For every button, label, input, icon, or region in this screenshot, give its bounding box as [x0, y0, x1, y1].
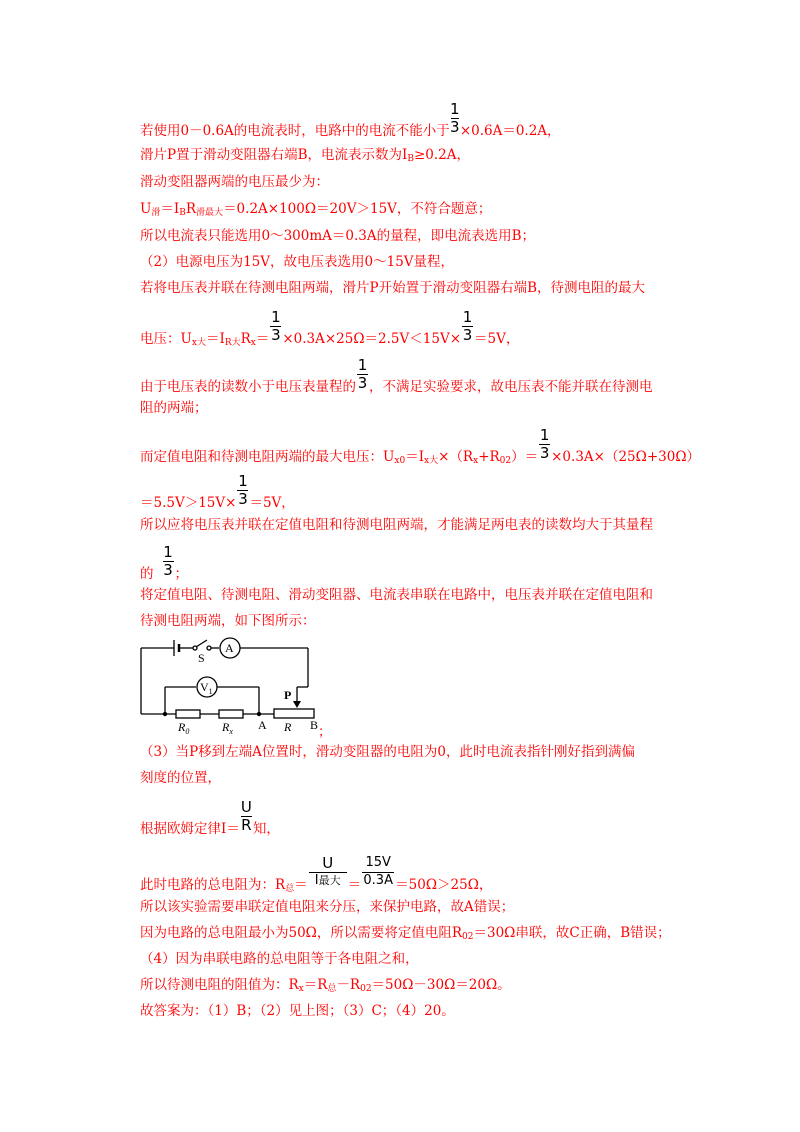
text: R — [240, 331, 251, 347]
text: 而定值电阻和待测电阻两端的最大电压：U — [140, 449, 395, 465]
subscript: 总 — [327, 984, 337, 994]
denominator: 0.3A — [363, 873, 393, 888]
numerator: 1 — [163, 543, 173, 561]
text: 若使用0－0.6A的电流表时，电路中的电流不能小于 — [140, 123, 450, 139]
rheostat — [274, 709, 314, 718]
line-6: （2）电源电压为15V，故电压表选用0～15V量程， — [140, 254, 455, 270]
text: ＝50Ω＞25Ω， — [395, 877, 493, 893]
text: ）＝ — [511, 449, 539, 465]
subscript: 02 — [499, 456, 512, 466]
text: ×（R — [438, 449, 474, 465]
line-20 — [140, 798, 280, 837]
line-22: 所以该实验需要串联定值电阻来分压，来保护电路，故A错误； — [140, 899, 515, 915]
subscript: 02 — [360, 984, 372, 994]
numerator: 1 — [462, 308, 473, 326]
line-8 — [140, 308, 520, 351]
numerator: U — [240, 798, 252, 816]
text: ＝I — [205, 331, 225, 347]
line-15: 将定值电阻、待测电阻、滑动变阻器、电流表串联在电路中，电压表并联在定值电阻和 — [140, 587, 653, 603]
fraction-one-third — [356, 356, 369, 392]
text: ＝5.5V＞15V× — [140, 495, 237, 511]
den-subscript: 最大 — [318, 874, 341, 887]
text: 电压：U — [140, 331, 192, 347]
text: ×0.6A＝0.2A， — [459, 123, 561, 139]
rheostat-label: R — [284, 720, 292, 734]
text: 由于电压表的读数小于电压表量程的 — [140, 379, 356, 395]
denominator: 3 — [357, 374, 368, 392]
slider-arrow — [293, 701, 301, 708]
line-1 — [140, 100, 561, 139]
text: 此时电路的总电阻为：R — [140, 877, 286, 893]
subscript: x大 — [424, 456, 439, 466]
numerator: 15V — [365, 855, 391, 870]
text: ＝R — [303, 977, 328, 993]
fraction-value — [361, 855, 395, 889]
numerator: 1 — [450, 100, 460, 118]
switch-contact — [207, 646, 211, 650]
line-19: 刻度的位置， — [140, 770, 221, 786]
text: U — [140, 201, 152, 217]
text: ＝50Ω－30Ω＝20Ω。 — [371, 977, 511, 993]
denominator: 3 — [163, 561, 173, 579]
subscript: 滑最大 — [196, 208, 224, 218]
ammeter-label: A — [225, 641, 234, 655]
numerator: 1 — [539, 426, 550, 444]
fraction-one-third — [269, 308, 282, 344]
line-4 — [140, 201, 491, 221]
subscript: R大 — [224, 338, 241, 348]
numerator: U — [322, 854, 334, 872]
subscript: x — [250, 338, 256, 348]
text: ≥0.2A， — [413, 147, 470, 163]
fraction-one-third — [538, 426, 551, 462]
voltmeter-label: $V_1$ — [200, 680, 213, 696]
numerator: 1 — [271, 308, 281, 326]
rx-label: $R_x$ — [222, 720, 233, 736]
end-b-label: B — [310, 718, 319, 732]
fraction-u-over-i-max — [308, 854, 348, 889]
line-13: 所以应将电压表并联在定值电阻和待测电阻两端，才能满足两电表的读数均大于其量程 — [140, 517, 653, 533]
junction-dot — [257, 712, 261, 716]
text: 因为电路的总电阻最小为50Ω，所以需要将定值电阻R — [140, 925, 463, 941]
numerator: 1 — [238, 472, 248, 490]
line-16: 待测电阻两端，如下图所示： — [140, 613, 316, 629]
line-14 — [140, 543, 188, 582]
denominator: R — [241, 816, 252, 834]
den-symbol: I — [314, 873, 319, 888]
line-26: 故答案为：（1）B；（2）见上图；（3）C；（4）20。 — [140, 1003, 455, 1019]
fraction-one-third — [162, 543, 175, 579]
circuit-diagram — [134, 632, 324, 736]
denominator: 3 — [238, 490, 248, 508]
line-10: 阻的两端； — [140, 400, 208, 416]
line-7: 若将电压表并联在待测电阻两端，滑片P开始置于滑动变阻器右端B，待测电阻的最大 — [140, 280, 646, 296]
text: ＝0.2A×100Ω＝20V＞15V，不符合题意； — [223, 201, 492, 217]
text: ×0.3A×25Ω＝2.5V＜15V× — [282, 331, 462, 347]
line-3: 滑动变阻器两端的电压最少为： — [140, 174, 329, 190]
text: ＝30Ω串联，故C正确，B错误； — [473, 925, 671, 941]
denominator: 3 — [462, 326, 473, 344]
text: 根据欧姆定律I＝ — [140, 821, 240, 837]
line-11 — [140, 426, 701, 469]
line-25 — [140, 977, 511, 997]
subscript: B — [179, 208, 186, 218]
text: ＝ — [255, 331, 270, 347]
line-18: （3）当P移到左端A位置时，滑动变阻器的电阻为0，此时电流表指针刚好指到满偏 — [140, 744, 636, 760]
denominator: 3 — [450, 118, 460, 136]
line-21 — [140, 854, 493, 897]
line-24: （4）因为串联电路的总电阻等于各电阻之和， — [140, 951, 419, 967]
subscript: 滑 — [151, 208, 161, 218]
text: 所以待测电阻的阻值为：R — [140, 977, 299, 993]
line-5: 所以电流表只能选用0～300mA＝0.3A的量程，即电流表选用B； — [140, 228, 536, 244]
r0-label: $R_0$ — [178, 720, 190, 736]
subscript: x0 — [394, 456, 406, 466]
subscript: 总 — [285, 884, 295, 894]
text: 的 — [140, 566, 154, 582]
fraction-one-third — [461, 308, 474, 344]
denominator: 3 — [271, 326, 281, 344]
line-2 — [140, 147, 470, 167]
fraction-one-third — [236, 472, 249, 508]
subscript: x大 — [191, 338, 206, 348]
subscript: B — [407, 154, 414, 164]
subscript: x — [473, 456, 479, 466]
text: ＝5V， — [474, 331, 520, 347]
text: ＝5V， — [249, 495, 295, 511]
subscript: x — [298, 984, 304, 994]
line-12 — [140, 472, 295, 511]
line-17: ； — [318, 724, 332, 740]
switch-label: S — [198, 651, 205, 665]
fraction-ohm-law — [240, 798, 253, 834]
switch-blade — [196, 640, 207, 647]
end-a-label: A — [258, 718, 267, 732]
denominator — [308, 873, 348, 889]
text: ，不满足实验要求，故电压表不能并联在待测电 — [369, 379, 653, 395]
text: ＝ — [294, 877, 308, 893]
line-23 — [140, 925, 671, 945]
text: ； — [174, 566, 188, 582]
text: －R — [336, 977, 361, 993]
text: ＝ — [347, 877, 362, 893]
rx-resistor — [219, 710, 243, 718]
slider-label: P — [284, 688, 292, 702]
text: 知， — [252, 821, 280, 837]
numerator: 1 — [357, 356, 368, 374]
text: +R — [478, 449, 500, 465]
subscript: 02 — [462, 932, 474, 942]
fraction-one-third — [450, 100, 460, 136]
line-9 — [140, 356, 653, 395]
text: ＝I — [405, 449, 425, 465]
junction-dot — [163, 712, 167, 716]
text: R — [185, 201, 197, 217]
text: ×0.3A×（25Ω+30Ω） — [551, 449, 701, 465]
text: 滑片P置于滑动变阻器右端B，电流表示数为I — [140, 147, 408, 163]
denominator: 3 — [539, 444, 550, 462]
text: ＝I — [160, 201, 180, 217]
r0-resistor — [176, 710, 200, 718]
